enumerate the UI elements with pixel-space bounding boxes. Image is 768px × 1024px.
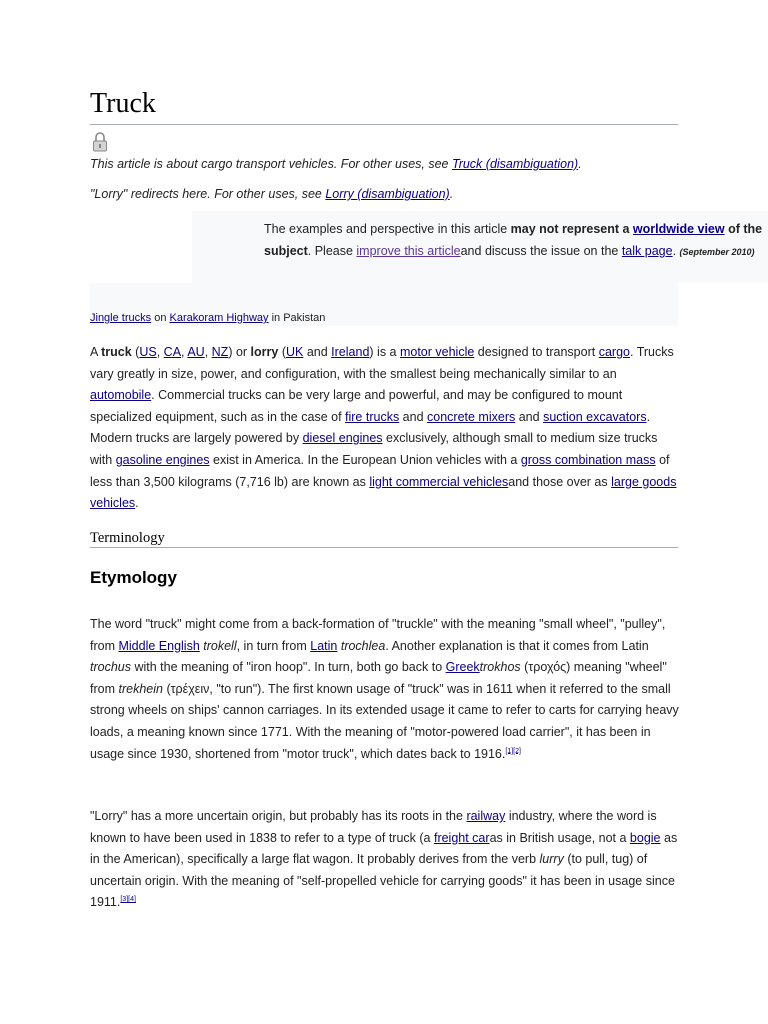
bogie-link[interactable]: bogie <box>629 830 661 845</box>
jingle-trucks-link[interactable]: Jingle trucks <box>90 312 152 324</box>
term-trekhein: trekhein <box>118 681 163 696</box>
karakoram-highway-link[interactable]: Karakoram Highway <box>169 312 269 324</box>
notice-span: . Please <box>307 244 357 258</box>
hatnote-text: "Lorry" redirects here. For other uses, see <box>90 187 326 201</box>
notice-span: The examples and perspective in this article <box>264 222 511 236</box>
uk-link[interactable]: UK <box>285 345 304 359</box>
term-trokhos: trokhos <box>479 660 521 675</box>
lock-icon <box>92 131 108 153</box>
us-link[interactable]: US <box>139 345 157 359</box>
hatnote-text: This article is about cargo transport vehicles. For other uses, see <box>90 157 452 171</box>
section-heading-terminology: Terminology <box>90 530 165 546</box>
term-lorry: lorry <box>250 345 279 359</box>
improve-article-link[interactable]: improve this article <box>356 244 461 258</box>
notice-bold: of the subject <box>264 222 763 258</box>
notice-span: and discuss the issue on the <box>460 244 622 258</box>
hatnote-lorry <box>90 187 453 201</box>
greek-link[interactable]: Greek <box>445 660 480 675</box>
intro-paragraph: A truck (US, CA, AU, NZ) or lorry (UK and Ireland) is a motor vehicle designed to transport cargo. Trucks vary greatly in size, power, and configuration, with the smallest being mechanically similar to an automobile. Commercial trucks can be very large and powerful, and may be configured to mount specialized equipment, such as in the case of fire trucks and concrete mixers and suction excavators. Modern trucks are largely powered by diesel engines exclusively, although small to medium size trucks with gasoline engines exist in America. In the European Union vehicles with a gross combination mass of less than 3,500 kilograms (7,716 lb) are known as light commercial vehiclesand those over as large goods vehicles. <box>90 345 677 511</box>
notice-bold: may not represent a <box>510 222 633 236</box>
reference-link[interactable]: [1][2] <box>505 747 521 755</box>
railway-link[interactable]: railway <box>466 809 506 823</box>
hatnote-disambiguation <box>90 157 582 171</box>
motor-vehicle-link[interactable]: motor vehicle <box>399 345 475 359</box>
lorry-disambiguation-link[interactable]: Lorry (disambiguation) <box>325 187 450 201</box>
caption-text: on <box>151 312 170 324</box>
term-trochlea: trochlea <box>340 638 386 653</box>
ca-link[interactable]: CA <box>163 345 182 359</box>
etymology-paragraph-1: The word "truck" might come from a back-formation of "truckle" with the meaning "small wheel", "pulley", from Middle English trokell, in turn from Latin trochlea. Another explanation is that it comes from Latin trochus with the meaning of "iron hoop". In turn, both go back to Greektrokhos (τροχός) meaning "wheel" from trekhein (τρέχειν, "to run"). The first known usage of "truck" was in 1611 when it referred to the small strong wheels on ships' cannon carriages. In its extended usage it came to refer to carts for carrying heavy loads, a meaning known since 1771. With the meaning of "motor-powered load carrier", it has been in usage since 1930, shortened from "motor truck", which dates back to 1916.[1][2] <box>90 617 679 761</box>
freight-car-link[interactable]: freight car <box>433 830 490 845</box>
term-lurry: lurry <box>539 852 564 867</box>
suction-excavators-link[interactable]: suction excavators <box>543 409 647 424</box>
worldwide-view-link[interactable]: worldwide view <box>632 222 725 236</box>
term-truck: truck <box>101 345 132 359</box>
notice-date: (September 2010) <box>679 247 755 257</box>
middle-english-link[interactable]: Middle English <box>118 638 200 653</box>
diesel-engines-link[interactable]: diesel engines <box>302 431 383 446</box>
au-link[interactable]: AU <box>187 345 205 359</box>
image-caption <box>90 312 325 324</box>
light-commercial-vehicles-link[interactable]: light commercial vehicles <box>369 474 509 489</box>
cargo-link[interactable]: cargo <box>598 345 630 359</box>
gasoline-engines-link[interactable]: gasoline engines <box>115 452 210 467</box>
large-goods-vehicles-link[interactable]: large goods vehicles <box>90 474 677 511</box>
automobile-link[interactable]: automobile <box>90 388 152 403</box>
section-underline <box>90 547 678 548</box>
gross-combination-mass-link[interactable]: gross combination mass <box>520 452 656 467</box>
term-trokell: trokell <box>203 638 237 653</box>
talk-page-link[interactable]: talk page <box>621 244 673 258</box>
latin-link[interactable]: Latin <box>310 638 338 653</box>
section-heading-etymology: Etymology <box>90 568 177 587</box>
truck-disambiguation-link[interactable]: Truck (disambiguation) <box>451 157 579 171</box>
etymology-paragraph-2: "Lorry" has a more uncertain origin, but probably has its roots in the railway industry, where the word is known to have been used in 1838 to refer to a type of truck (a freight caras in British usage, not a bogie as in the American), specifically a large flat wagon. It probably derives from the verb lurry (to pull, tug) of uncertain origin. With the meaning of "self-propelled vehicle for carrying goods" it has been in usage since 1911.[3][4] <box>90 809 678 910</box>
notice-text <box>264 218 768 263</box>
title-underline <box>90 124 678 125</box>
reference-link[interactable]: [3][4] <box>120 896 136 904</box>
hatnote-text: . <box>578 157 582 171</box>
caption-text: in Pakistan <box>268 312 326 324</box>
notice-span: . <box>672 244 680 258</box>
page-title: Truck <box>90 88 156 119</box>
concrete-mixers-link[interactable]: concrete mixers <box>427 409 516 424</box>
hatnote-text: . <box>449 187 454 201</box>
fire-trucks-link[interactable]: fire trucks <box>345 409 400 424</box>
term-trochus: trochus <box>90 660 131 675</box>
ireland-link[interactable]: Ireland <box>331 345 370 359</box>
nz-link[interactable]: NZ <box>211 345 229 359</box>
